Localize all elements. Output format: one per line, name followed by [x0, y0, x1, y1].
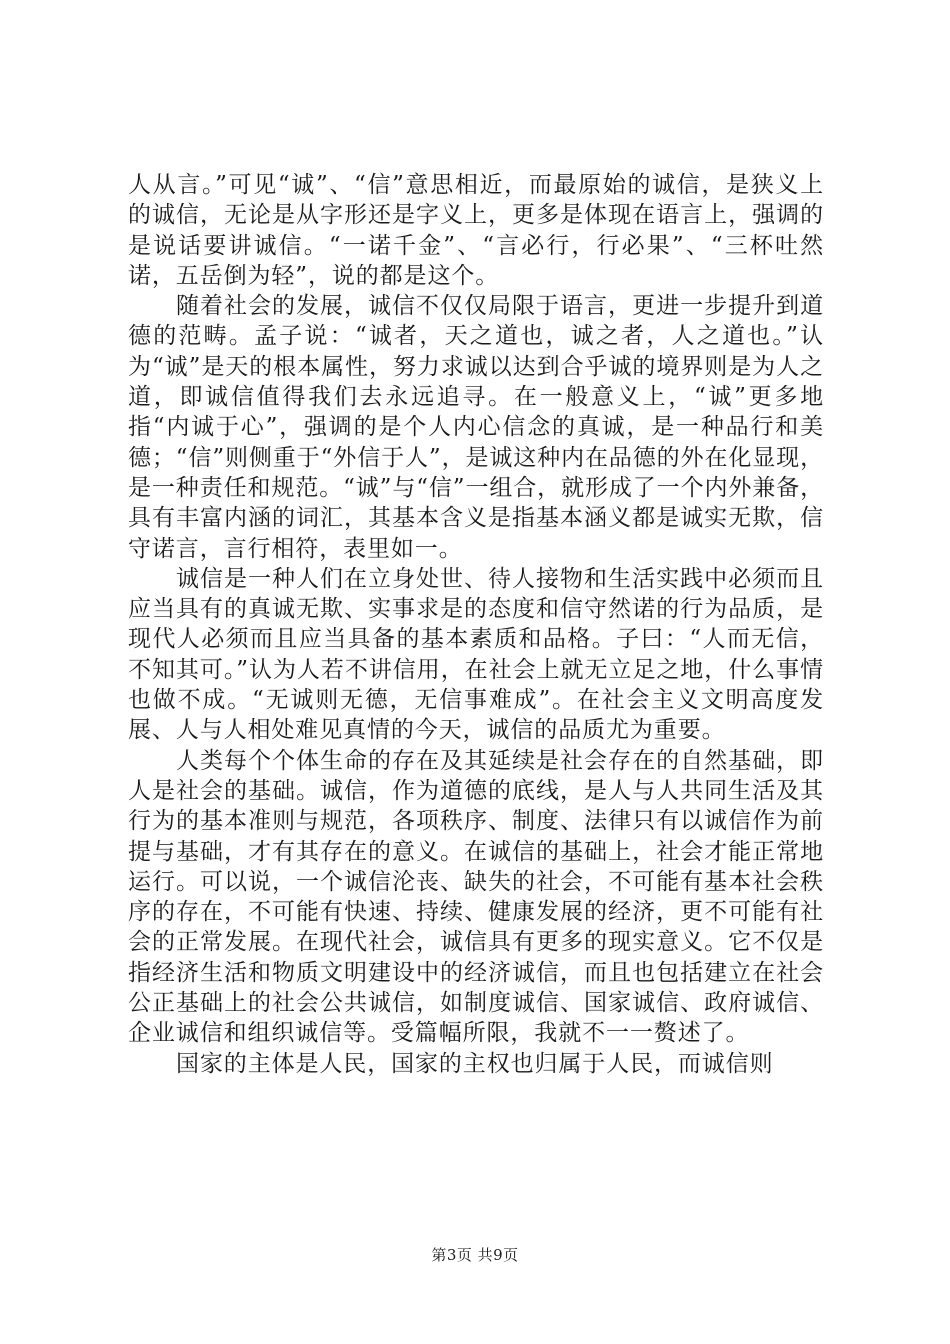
page-footer: 第3页 共9页 — [431, 1246, 519, 1264]
document-body — [128, 170, 824, 1079]
paragraph-3: 诚信是一种人们在立身处世、待人接物和生活实践中必须而且应当具有的真诚无欺、实事求是的态度和信守然诺的行为品质，是现代人必须而且应当具备的基本素质和品格。子曰：“人而无信，不知其可。”认为人若不讲信用，在社会上就无立足之地，什么事情也做不成。“无诚则无德，无信事难成”。在社会主义文明高度发展、人与人相处难见真情的今天，诚信的品质尤为重要。 — [128, 565, 824, 744]
paragraph-2: 随着社会的发展，诚信不仅仅局限于语言，更进一步提升到道德的范畴。孟子说：“诚者，天之道也，诚之者，人之道也。”认为“诚”是天的根本属性，努力求诚以达到合乎诚的境界则是为人之道，即诚信值得我们去永远追寻。在一般意义上，“诚”更多地指“内诚于心”，强调的是个人内心信念的真诚，是一种品行和美德；“信”则侧重于“外信于人”，是诚这种内在品德的外在化显现，是一种责任和规范。“诚”与“信”一组合，就形成了一个内外兼备，具有丰富内涵的词汇，其基本含义是指基本涵义都是诚实无欺，信守诺言，言行相符，表里如一。 — [128, 293, 824, 562]
paragraph-4: 人类每个个体生命的存在及其延续是社会存在的自然基础，即人是社会的基础。诚信，作为道德的底线，是人与人共同生活及其行为的基本准则与规范，各项秩序、制度、法律只有以诚信作为前提与基础，才有其存在的意义。在诚信的基础上，社会才能正常地运行。可以说，一个诚信沦丧、缺失的社会，不可能有基本社会秩序的存在，不可能有快速、持续、健康发展的经济，更不可能有社会的正常发展。在现代社会，诚信具有更多的现实意义。它不仅是指经济生活和物质文明建设中的经济诚信，而且也包括建立在社会公正基础上的社会公共诚信，如制度诚信、国家诚信、政府诚信、企业诚信和组织诚信等。受篇幅所限，我就不一一赘述了。 — [128, 747, 824, 1047]
paragraph-5: 国家的主体是人民，国家的主权也归属于人民，而诚信则 — [176, 1050, 774, 1077]
paragraph-1: 人从言。”可见“诚”、“信”意思相近，而最原始的诚信，是狭义上的诚信，无论是从字形还是字义上，更多是体现在语言上，强调的是说话要讲诚信。“一诺千金”、“言必行，行必果”、“三杯吐然诺，五岳倒为轻”，说的都是这个。 — [128, 172, 824, 289]
